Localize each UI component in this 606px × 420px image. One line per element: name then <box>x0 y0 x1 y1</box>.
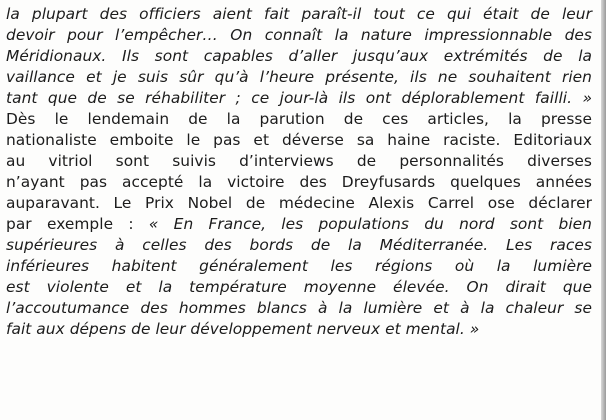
text-line <box>6 67 592 88</box>
text-line <box>6 46 592 67</box>
page-edge-shadow <box>601 0 606 420</box>
text-line <box>6 319 592 340</box>
quoted-text-segment: est violente et la température moyenne élevée. On dirait que <box>6 278 592 296</box>
text-segment: nationaliste emboite le pas et déverse sa haine raciste. Editoriaux <box>6 131 592 149</box>
text-segment: n’ayant pas accepté la victoire des Dreyfusards quelques années <box>6 173 592 191</box>
text-segment: au vitriol sont suivis d’interviews de personnalités diverses <box>6 152 592 170</box>
text-line <box>6 4 592 25</box>
text-line <box>6 88 592 109</box>
text-line <box>6 151 592 172</box>
text-segment: auparavant. Le Prix Nobel de médecine Alexis Carrel ose déclarer <box>6 194 592 212</box>
quoted-text-segment: fait aux dépens de leur développement nerveux et mental. » <box>6 320 480 338</box>
quoted-text-segment: l’accoutumance des hommes blancs à la lumière et à la chaleur se <box>6 299 592 317</box>
text-line <box>6 277 592 298</box>
text-line <box>6 172 592 193</box>
text-segment: Dès le lendemain de la parution de ces articles, la presse <box>6 110 592 128</box>
quoted-text-segment: vaillance et je suis sûr qu’à l’heure présente, ils ne souhaitent rien <box>6 68 592 86</box>
quoted-text-segment: « En France, les populations du nord sont bien <box>148 215 592 233</box>
text-line <box>6 109 592 130</box>
text-line <box>6 298 592 319</box>
quoted-text-segment: tant que de se réhabiliter ; ce jour-là ils ont déplorablement failli. » <box>6 89 592 107</box>
quoted-text-segment: inférieures habitent généralement les régions où la lumière <box>6 257 592 275</box>
body-text <box>6 4 592 340</box>
quoted-text-segment: supérieures à celles des bords de la Méditerranée. Les races <box>6 236 592 254</box>
text-line <box>6 235 592 256</box>
text-line <box>6 214 592 235</box>
quoted-text-segment: Méridionaux. Ils sont capables d’aller jusqu’aux extrémités de la <box>6 47 592 65</box>
quoted-text-segment: la plupart des officiers aient fait paraît-il tout ce qui était de leur <box>6 5 592 23</box>
text-line <box>6 25 592 46</box>
text-line <box>6 256 592 277</box>
text-line <box>6 130 592 151</box>
quoted-text-segment: devoir pour l’empêcher… On connaît la nature impressionnable des <box>6 26 592 44</box>
text-line <box>6 193 592 214</box>
text-segment: par exemple : <box>6 215 149 233</box>
